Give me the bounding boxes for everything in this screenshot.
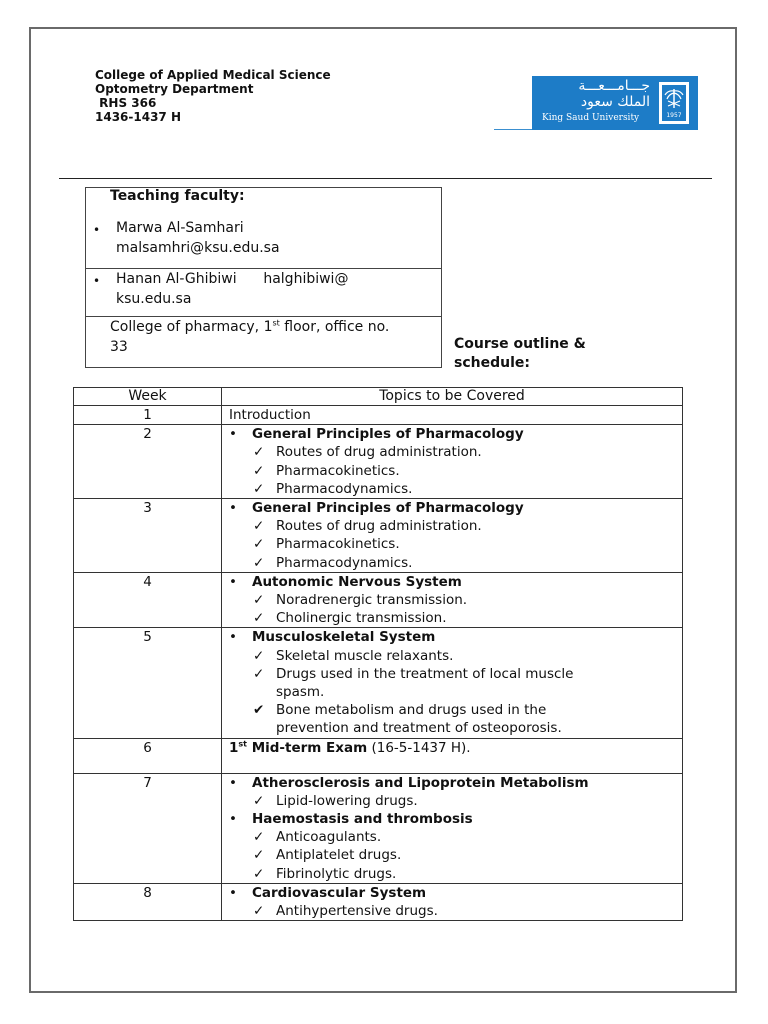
subtopic-item: ✓ Pharmacokinetics. <box>253 536 400 553</box>
bullet-icon: • <box>229 573 237 590</box>
checkmark-icon: ✓ <box>253 847 265 864</box>
logo-arabic-line1: جـــامـــعـــة <box>578 78 650 94</box>
subtopic-item: ✔ Bone metabolism and drugs used in the <box>253 702 547 719</box>
bullet-icon: • <box>229 500 237 517</box>
checkmark-icon: ✓ <box>253 865 265 882</box>
checkmark-icon: ✓ <box>253 610 265 627</box>
teaching-faculty-box <box>85 187 442 368</box>
college-name: College of Applied Medical Science <box>95 68 331 82</box>
subtopic-item: ✓ Antihypertensive drugs. <box>253 903 438 920</box>
department-name: Optometry Department <box>95 82 254 96</box>
checkmark-icon: ✓ <box>253 518 265 535</box>
subtopic-item: ✓ Anticoagulants. <box>253 829 382 846</box>
table-row <box>74 883 683 920</box>
office-number: 33 <box>110 339 128 355</box>
table-row <box>74 499 683 573</box>
week-number: 2 <box>74 425 222 499</box>
faculty-member-name: Marwa Al-Samhari <box>116 220 244 236</box>
logo-underline <box>494 129 532 130</box>
subtopic-item: ✓ Lipid-lowering drugs. <box>253 792 418 809</box>
course-outline-heading: Course outline & schedule: <box>454 336 586 371</box>
week-number: 1 <box>74 406 222 425</box>
checkmark-icon: ✓ <box>253 792 265 809</box>
topic-text: Introduction <box>229 407 311 423</box>
week-number: 6 <box>74 738 222 773</box>
header-divider <box>59 178 712 179</box>
week-column-header: Week <box>74 388 222 406</box>
topic-heading: • Autonomic Nervous System <box>229 573 462 590</box>
table-row <box>74 572 683 628</box>
checkmark-icon: ✓ <box>253 462 265 479</box>
week-number: 8 <box>74 883 222 920</box>
table-row <box>74 628 683 738</box>
subtopic-item: ✓ Pharmacokinetics. <box>253 462 400 479</box>
subtopic-item: ✓ Noradrenergic transmission. <box>253 592 468 609</box>
checkmark-icon: ✓ <box>253 554 265 571</box>
university-logo <box>532 76 698 130</box>
bullet-icon: • <box>93 223 101 237</box>
checkmark-icon: ✓ <box>253 903 265 920</box>
topic-heading: • Atherosclerosis and Lipoprotein Metabolism <box>229 774 589 791</box>
subtopic-continuation: prevention and treatment of osteoporosis. <box>276 720 562 737</box>
table-row <box>74 738 683 773</box>
subtopic-item: ✓ Fibrinolytic drugs. <box>253 865 397 882</box>
faculty-member-email: ksu.edu.sa <box>116 291 192 307</box>
topic-heading: • General Principles of Pharmacology <box>229 426 524 443</box>
table-row <box>74 425 683 499</box>
subtopic-item: ✓ Pharmacodynamics. <box>253 554 413 571</box>
checkmark-icon: ✓ <box>253 480 265 497</box>
subtopic-item: ✓ Antiplatelet drugs. <box>253 847 402 864</box>
week-number: 7 <box>74 773 222 883</box>
subtopic-item: ✓ Cholinergic transmission. <box>253 610 447 627</box>
faculty-title: Teaching faculty: <box>110 188 245 204</box>
checkmark-icon: ✓ <box>253 647 265 664</box>
week-number: 5 <box>74 628 222 738</box>
schedule-table <box>73 387 683 921</box>
academic-year: 1436-1437 H <box>95 110 181 124</box>
bullet-icon: • <box>229 774 237 791</box>
bullet-icon: • <box>229 811 237 828</box>
checkmark-icon: ✓ <box>253 592 265 609</box>
palm-emblem-icon <box>659 82 689 124</box>
subtopic-item: ✓ Skeletal muscle relaxants. <box>253 647 454 664</box>
bullet-icon: • <box>229 629 237 646</box>
office-location: College of pharmacy, 1st floor, office no. <box>110 318 390 335</box>
table-row <box>74 406 683 425</box>
bullet-icon: • <box>229 884 237 901</box>
topic-heading: • Cardiovascular System <box>229 884 427 901</box>
checkmark-icon: ✓ <box>253 829 265 846</box>
subtopic-continuation: spasm. <box>276 684 325 701</box>
subtopic-item: ✓ Routes of drug administration. <box>253 444 482 461</box>
checkmark-icon: ✓ <box>253 665 265 682</box>
table-row <box>74 773 683 883</box>
course-code: RHS 366 <box>95 96 157 110</box>
topic-heading: • Musculoskeletal System <box>229 629 436 646</box>
topics-column-header: Topics to be Covered <box>222 388 683 406</box>
week-number: 3 <box>74 499 222 573</box>
faculty-member-email: malsamhri@ksu.edu.sa <box>116 240 280 256</box>
exam-entry: 1st Mid-term Exam (16-5-1437 H). <box>229 739 471 756</box>
subtopic-item: ✓ Pharmacodynamics. <box>253 480 413 497</box>
checkmark-icon: ✔ <box>253 702 265 719</box>
faculty-member-name: Hanan Al-Ghibiwi halghibiwi@ <box>116 271 349 287</box>
faculty-section-2 <box>86 269 441 317</box>
table-header-row <box>74 388 683 406</box>
document-header <box>95 68 331 124</box>
topic-heading: • Haemostasis and thrombosis <box>229 811 473 828</box>
checkmark-icon: ✓ <box>253 444 265 461</box>
bullet-icon: • <box>93 274 101 288</box>
subtopic-item: ✓ Routes of drug administration. <box>253 518 482 535</box>
bullet-icon: • <box>229 426 237 443</box>
week-number: 4 <box>74 572 222 628</box>
logo-arabic-line2: الملك سعود <box>580 94 650 110</box>
faculty-office-section <box>86 317 441 367</box>
checkmark-icon: ✓ <box>253 536 265 553</box>
emblem-year: 1957 <box>666 112 682 119</box>
logo-english-name: King Saud University <box>542 113 640 123</box>
subtopic-item: ✓ Drugs used in the treatment of local muscle <box>253 665 574 682</box>
faculty-section-1 <box>86 188 441 269</box>
topic-heading: • General Principles of Pharmacology <box>229 500 524 517</box>
